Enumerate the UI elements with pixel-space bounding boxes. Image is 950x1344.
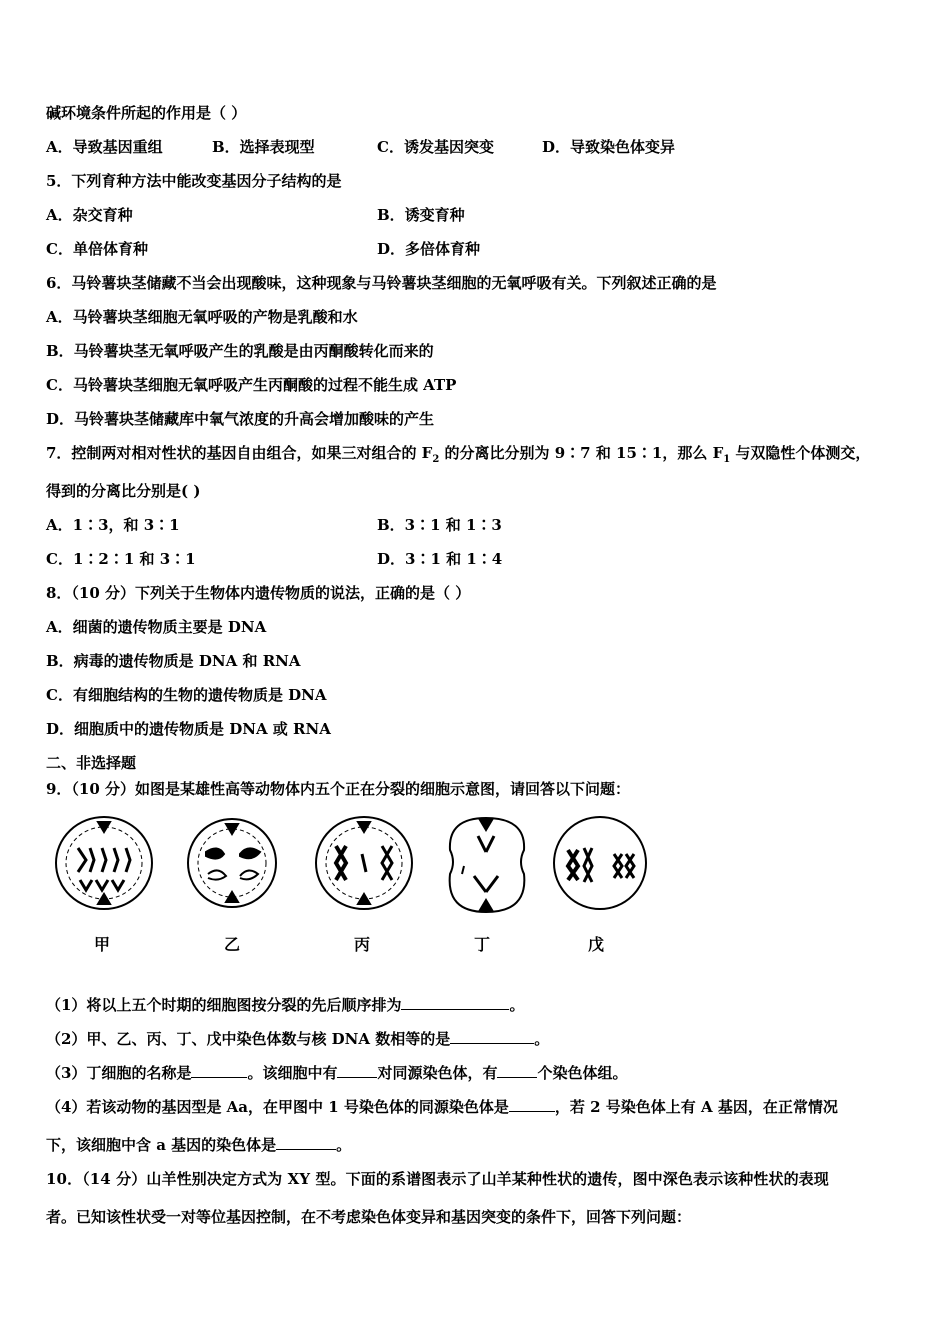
- q7-stem-part-c: 与双隐性个体测交，: [730, 444, 871, 462]
- q7-subscript-2: 2: [432, 454, 440, 465]
- q7-stem-part-b: 的分离比分别为 9∶7 和 15∶1，那么 F: [439, 444, 724, 462]
- q9-sub4-line2-text: 下，该细胞中含 a 基因的染色体是: [46, 1136, 277, 1154]
- cell-jia: [56, 817, 152, 909]
- cell-bing: [316, 817, 412, 909]
- q5-option-c: C．单倍体育种: [46, 240, 148, 258]
- q9-sub4-line2: [46, 1135, 351, 1155]
- q4-option-d: D．导致染色体变异: [542, 138, 676, 156]
- q9-sub2-end: 。: [534, 1030, 550, 1048]
- q9-sub3-text-a: （3）丁细胞的名称是: [46, 1064, 192, 1082]
- q7-subscript-1: 1: [723, 454, 731, 465]
- q8-option-a: A．细菌的遗传物质主要是 DNA: [46, 618, 267, 636]
- q5-option-d: D．多倍体育种: [377, 240, 481, 258]
- q9-sub4: [46, 1097, 838, 1117]
- q9-sub3: [46, 1063, 628, 1083]
- cell-ding: [450, 818, 525, 912]
- q7-option-b: B．3∶1 和 1∶3: [377, 516, 502, 534]
- q6-option-a: A．马铃薯块茎细胞无氧呼吸的产物是乳酸和水: [46, 308, 358, 326]
- q9-sub4-text-b: ，若 2 号染色体上有 A 基因，在正常情况: [554, 1098, 838, 1116]
- q9-sub4-line2-end: 。: [336, 1136, 352, 1154]
- q9-sub4-blank-1[interactable]: [509, 1097, 555, 1112]
- q9-sub2: [46, 1029, 549, 1049]
- q9-sub3-text-d: 个染色体组。: [537, 1064, 628, 1082]
- q10-line1: 10．（14 分）山羊性别决定方式为 XY 型。下面的系谱图表示了山羊某种性状的遗传，图中深色表示该种性状的表现: [46, 1170, 829, 1188]
- q7-stem-part-a: 7．控制两对相对性状的基因自由组合，如果三对组合的 F: [46, 444, 433, 462]
- q6-option-b: B．马铃薯块茎无氧呼吸产生的乳酸是由丙酮酸转化而来的: [46, 342, 434, 360]
- figure-label-jia: 甲: [94, 935, 111, 954]
- q7-stem: [46, 443, 870, 470]
- q9-sub1-blank[interactable]: [401, 995, 509, 1010]
- q5-option-a: A．杂交育种: [46, 206, 133, 224]
- q4-stem: 碱环境条件所起的作用是（ ）: [46, 104, 247, 122]
- cell-wu: [554, 817, 646, 909]
- q5-option-b: B．诱变育种: [377, 206, 465, 224]
- figure-label-bing: 丙: [354, 935, 371, 954]
- figure-label-ding: 丁: [474, 935, 491, 954]
- q9-sub4-text-a: （4）若该动物的基因型是 Aa，在甲图中 1 号染色体的同源染色体是: [46, 1098, 509, 1116]
- cell-yi: [188, 819, 276, 907]
- q9-stem: 9．（10 分）如图是某雄性高等动物体内五个正在分裂的细胞示意图，请回答以下问题：: [46, 780, 631, 798]
- q9-sub3-blank-2[interactable]: [337, 1063, 377, 1078]
- q9-sub2-text: （2）甲、乙、丙、丁、戊中染色体数与核 DNA 数相等的是: [46, 1030, 451, 1048]
- q9-sub1-text: （1）将以上五个时期的细胞图按分裂的先后顺序排为: [46, 996, 402, 1014]
- q9-sub1: [46, 995, 524, 1015]
- q8-stem: 8．（10 分）下列关于生物体内遗传物质的说法，正确的是（ ）: [46, 584, 471, 602]
- q7-option-a: A．1∶3，和 3∶1: [46, 516, 180, 534]
- q9-sub1-end: 。: [509, 996, 525, 1014]
- q7-option-c: C．1∶2∶1 和 3∶1: [46, 550, 196, 568]
- q6-option-d: D．马铃薯块茎储藏库中氧气浓度的升高会增加酸味的产生: [46, 410, 435, 428]
- q6-stem: 6．马铃薯块茎储藏不当会出现酸味，这种现象与马铃薯块茎细胞的无氧呼吸有关。下列叙述正确的是: [46, 274, 717, 292]
- q7-stem-line2: 得到的分离比分别是( ): [46, 482, 201, 500]
- q5-stem: 5．下列育种方法中能改变基因分子结构的是: [46, 172, 342, 190]
- figure-label-wu: 戊: [588, 935, 605, 954]
- q8-option-b: B．病毒的遗传物质是 DNA 和 RNA: [46, 652, 301, 670]
- q4-option-c: C．诱发基因突变: [377, 138, 494, 156]
- section-heading: 二、非选择题: [46, 754, 137, 772]
- q8-option-d: D．细胞质中的遗传物质是 DNA 或 RNA: [46, 720, 331, 738]
- q9-sub3-text-c: 对同源染色体，有: [377, 1064, 498, 1082]
- figure-label-yi: 乙: [224, 935, 241, 954]
- q8-option-c: C．有细胞结构的生物的遗传物质是 DNA: [46, 686, 327, 704]
- q9-sub3-blank-1[interactable]: [191, 1063, 247, 1078]
- cell-division-figure: [46, 808, 686, 958]
- q10-line2: 者。已知该性状受一对等位基因控制，在不考虑染色体变异和基因突变的条件下，回答下列问题：: [46, 1208, 692, 1226]
- q9-sub3-blank-3[interactable]: [497, 1063, 537, 1078]
- q7-option-d: D．3∶1 和 1∶4: [377, 550, 503, 568]
- q4-option-b: B．选择表现型: [212, 138, 315, 156]
- q9-sub2-blank[interactable]: [450, 1029, 534, 1044]
- q4-option-a: A．导致基因重组: [46, 138, 163, 156]
- q9-sub3-text-b: 。该细胞中有: [247, 1064, 338, 1082]
- q6-option-c: C．马铃薯块茎细胞无氧呼吸产生丙酮酸的过程不能生成 ATP: [46, 376, 457, 394]
- q9-sub4-blank-2[interactable]: [276, 1135, 336, 1150]
